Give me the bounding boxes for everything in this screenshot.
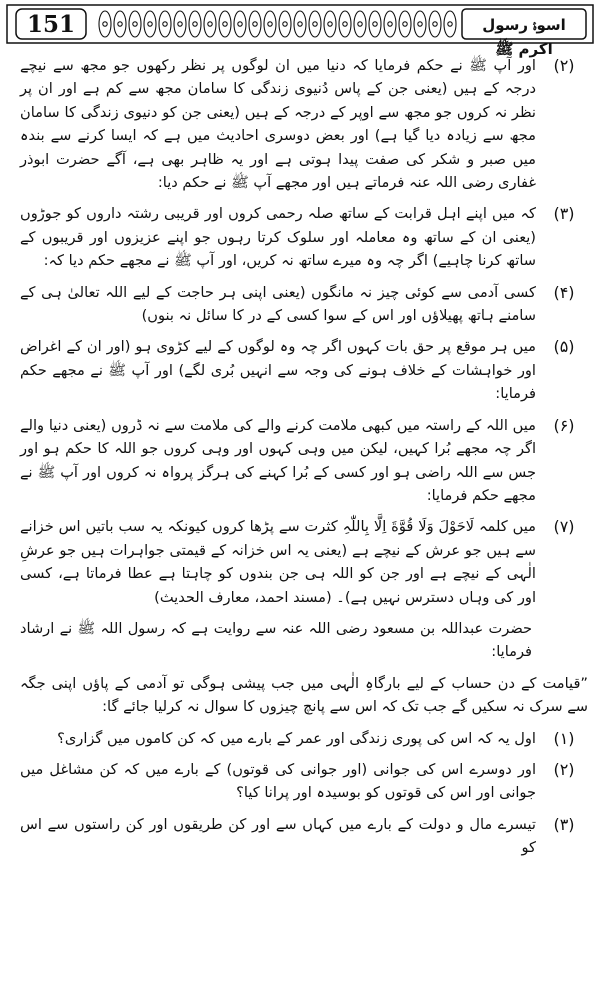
list-item (20, 54, 592, 194)
page-body (20, 54, 592, 860)
list-item (20, 414, 592, 508)
item-number: (۳) (553, 814, 575, 834)
question-item (20, 813, 592, 860)
item-text: اور دوسرے اس کی جوانی (اور جوانی کی قوتوں) کے بارے میں کہ کن مشاغل میں جوانی اور اس کی قوتوں کو بوسیدہ اور پرانا کیا؟ (20, 760, 536, 802)
question-item (20, 758, 592, 805)
item-text: میں ہر موقع پر حق بات کہوں اگر چہ وہ لوگوں کے لیے کڑوی ہو (اور ان کے اغراض اور خواہشات کے خلاف ہونے کی وجہ سے انہیں بُری لگے) اور آپ ﷺ نے مجھے حکم فرمایا: (20, 338, 536, 403)
item-number: (۱) (553, 728, 575, 748)
list-item (20, 202, 592, 272)
page-number: 151 (26, 11, 75, 38)
question-item (20, 727, 592, 750)
item-text: کسی آدمی سے کوئی چیز نہ مانگوں (یعنی اپنی ہر حاجت کے لیے اللہ تعالیٰ ہی کے سامنے ہاتھ پھیلاؤں اور اس کے سوا کسی کے در کا سائل نہ بنوں) (20, 283, 536, 325)
item-number: (۳) (553, 204, 575, 224)
item-text: کہ میں اپنے اہل قرابت کے ساتھ صلہ رحمی کروں اور قریبی رشتہ داروں کو جوڑوں (یعنی ان کے ساتھ وہ معاملہ اور سلوک کرتا رہوں جو اپنے عزیزوں اور قریبوں کے ساتھ کرنا چاہیے) اگر چہ وہ میرے ساتھ نہ کریں، اور آپ ﷺ نے مجھے حکم دیا کہ: (20, 205, 536, 270)
item-text: میں اللہ کے راستہ میں کبھی ملامت کرنے والے کی ملامت سے نہ ڈروں (یعنی دنیا والے اگر چہ مجھے بُرا کہیں، لیکن میں وہی کہوں اور وہی کروں جو اللہ کا حکم ہو اور جس سے اللہ راضی ہو اور کسی کے بُرا کہنے کی ہرگز پرواہ نہ کروں اور آپ ﷺ نے مجھے حکم فرمایا: (20, 416, 536, 504)
item-text: میں کلمہ لَاحَوْلَ وَلَا قُوَّةَ اِلَّا بِاللّٰہِ کثرت سے پڑھا کروں کیونکہ یہ سب باتیں اس خزانے سے ہیں جو عرش کے نیچے ہے (یعنی یہ اس خزانہ کے قیمتی جواہرات ہیں جو عرشِ الٰہی کے نیچے ہے اور جن کو اللہ ہی جن بندوں کو چاہتا ہے عطا فرماتا ہے، کسی اور کی وہاں دسترس نہیں ہے)۔ (مسند احمد، معارف الحدیث) (20, 518, 536, 606)
narrator-line: حضرت عبداللہ بن مسعود رضی اللہ عنہ سے روایت ہے کہ رسول اللہ ﷺ نے ارشاد فرمایا: (20, 619, 532, 661)
list-item (20, 335, 592, 405)
item-number: (۲) (553, 759, 575, 779)
item-text: اول یہ کہ اس کی پوری زندگی اور عمر کے بارے میں کہ کن کاموں میں گزاری؟ (57, 729, 536, 747)
item-number: (۶) (553, 415, 575, 435)
book-title: اسوۂ رسول اکرم ﷺ (482, 16, 566, 58)
numbered-list (20, 54, 592, 609)
hadith-quote: ”قیامت کے دن حساب کے لیے بارگاہِ الٰہی میں جب پیشی ہوگی تو آدمی کے پاؤں اپنی جگہ سے سرک نہ سکیں گے جب تک کہ اس سے پانچ چیزوں کا سوال نہ کرلیا جائے گا: (20, 674, 588, 716)
item-text: اور آپ ﷺ نے حکم فرمایا کہ دنیا میں ان لوگوں پر نظر رکھوں جو مجھ سے نیچے درجہ کے ہیں (یعنی جن کے پاس دُنیوی زندگی کا سامان مجھ سے کم ہے اور ان پر نظر نہ کروں جو مجھ سے اوپر کے درجہ کے ہیں (یعنی جن کو دنیوی زندگی کا سامان مجھ سے زیادہ دیا گیا ہے) اور بعض دوسری احادیث میں ہے کہ ایسا کرنے سے بندہ میں صبر و شکر کی صفت پیدا ہوتی ہے اور یہ ظاہر بھی ہے، آگے حضرت ابوذر غفاری رضی اللہ عنہ فرماتے ہیں اور مجھے آپ ﷺ نے حکم دیا: (20, 57, 536, 192)
list-item (20, 281, 592, 328)
page-header (6, 4, 594, 58)
item-number: (۴) (553, 282, 575, 302)
item-number: (۷) (553, 517, 575, 537)
item-number: (۵) (553, 337, 575, 357)
item-text: تیسرے مال و دولت کے بارے میں کہاں سے اور کن طریقوں اور کن راستوں سے اس کو (20, 815, 536, 857)
numbered-list-questions (20, 727, 592, 860)
list-item (20, 515, 592, 609)
item-number: (۲) (553, 56, 575, 75)
